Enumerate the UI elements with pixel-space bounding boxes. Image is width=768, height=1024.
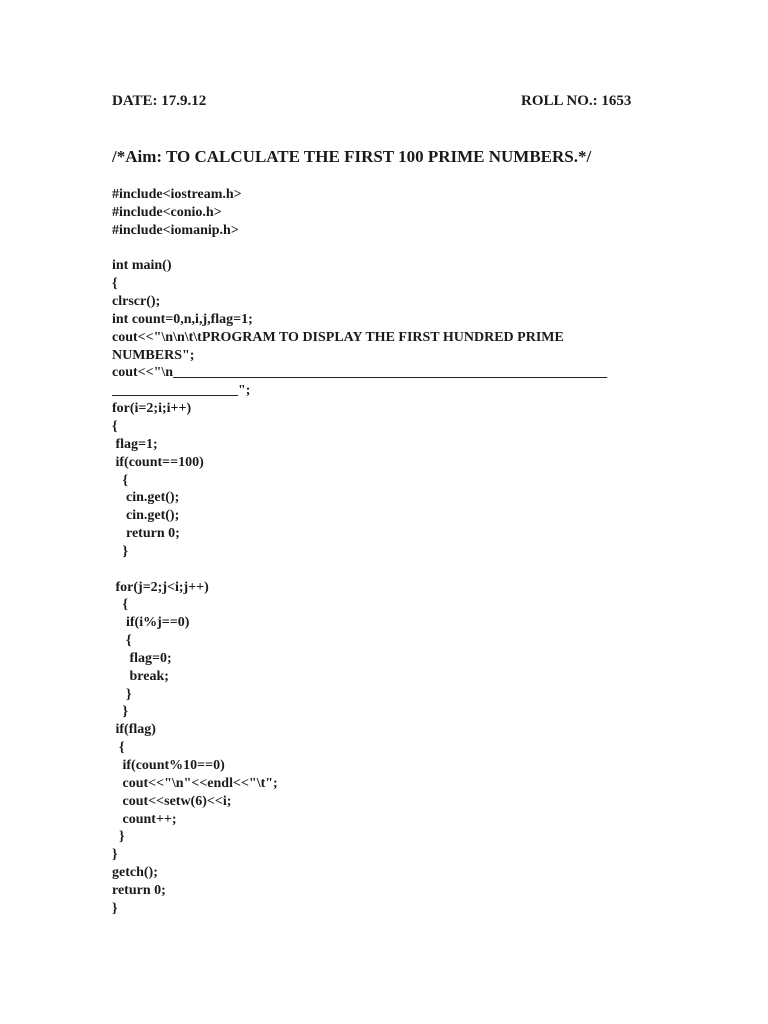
code-line: { <box>112 276 118 292</box>
code-line: int main() <box>112 258 172 274</box>
code-line: for(i=2;i;i++) <box>112 401 192 417</box>
code-line: cin.get(); <box>112 508 180 524</box>
code-line: } <box>112 900 118 916</box>
code-line: cout<<"\n\n\t\tPROGRAM TO DISPLAY THE FIRST HUNDRED PRIME <box>112 329 564 345</box>
code-line: cout<<"\n"<<endl<<"\t"; <box>112 775 278 791</box>
code-line: { <box>112 418 118 434</box>
code-line: return 0; <box>112 882 166 898</box>
code-line: } <box>112 829 125 845</box>
code-line: #include<iostream.h> <box>112 187 242 202</box>
code-line: return 0; <box>112 526 180 542</box>
code-line: { <box>112 472 129 488</box>
code-line: #include<iomanip.h> <box>112 222 239 238</box>
code-line: { <box>112 597 129 613</box>
code-line: break; <box>112 668 169 684</box>
roll-number-label: ROLL NO.: 1653 <box>521 93 632 109</box>
code-line: if(count%10==0) <box>112 758 225 773</box>
code-line <box>112 240 657 258</box>
code-line: if(i%j==0) <box>112 615 190 631</box>
code-line: #include<conio.h> <box>112 204 222 220</box>
code-line: cout<<setw(6)<<i; <box>112 793 232 809</box>
header-row <box>112 93 632 113</box>
code-line: getch(); <box>112 865 158 881</box>
code-line: } <box>112 847 118 863</box>
code-line: flag=1; <box>112 436 158 452</box>
code-line: __________________"; <box>112 383 251 399</box>
date-label: DATE: 17.9.12 <box>112 93 207 109</box>
aim-heading: /*Aim: TO CALCULATE THE FIRST 100 PRIME NUMBERS.*/ <box>112 147 592 166</box>
code-line: cin.get(); <box>112 490 180 506</box>
code-line: } <box>112 686 132 702</box>
code-line: NUMBERS"; <box>112 347 195 363</box>
code-line: int count=0,n,i,j,flag=1; <box>112 311 253 327</box>
code-line: count++; <box>112 811 177 827</box>
code-line: } <box>112 704 129 720</box>
code-line: if(flag) <box>112 722 156 738</box>
code-line: cout<<"\n______________________________________________________________ <box>112 365 608 381</box>
code-line: clrscr(); <box>112 294 161 310</box>
code-listing <box>112 186 657 918</box>
code-line: { <box>112 740 125 756</box>
code-line: for(j=2;j<i;j++) <box>112 579 209 595</box>
code-line: } <box>112 543 129 559</box>
code-line <box>112 561 657 579</box>
code-line: if(count==100) <box>112 454 204 470</box>
code-line: flag=0; <box>112 650 172 666</box>
code-line: { <box>112 633 132 649</box>
